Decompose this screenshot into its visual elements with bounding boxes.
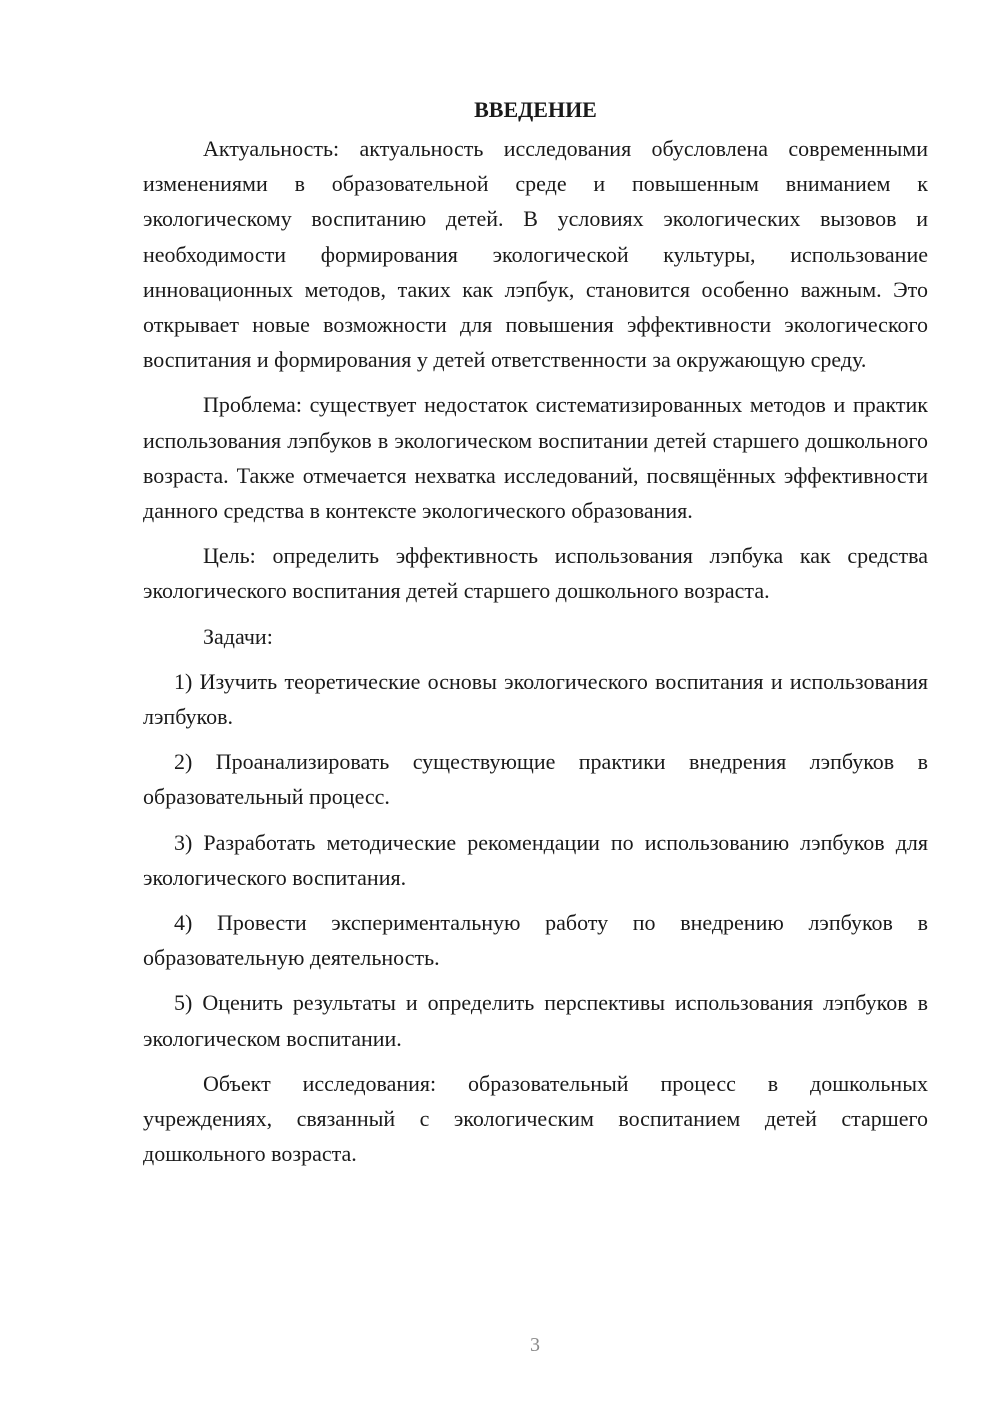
- document-page: [143, 92, 928, 1171]
- task-item-4: 4) Провести экспериментальную работу по внедрению лэпбуков в образовательную деятельность.: [143, 910, 928, 971]
- paragraph-object: Объект исследования: образовательный процесс в дошкольных учреждениях, связанный с экологическим воспитанием детей старшего дошкольного возраста.: [143, 1070, 928, 1167]
- task-item-3: 3) Разработать методические рекомендации по использованию лэпбуков для экологического воспитания.: [143, 829, 928, 890]
- task-item-2: 2) Проанализировать существующие практики внедрения лэпбуков в образовательный процесс.: [143, 749, 928, 810]
- paragraph-goal: Цель: определить эффективность использования лэпбука как средства экологического воспитания детей старшего дошкольного возраста.: [143, 543, 928, 604]
- page-number: 3: [530, 1334, 540, 1356]
- tasks-heading: Задачи:: [203, 623, 273, 649]
- paragraph-problem: Проблема: существует недостаток систематизированных методов и практик использования лэпбуков в экологическом воспитании детей старшего дошкольного возраста. Также отмечается нехватка исследований, посвящённых эффективности данного средства в контексте экологического образования.: [143, 392, 928, 524]
- task-item-1: 1) Изучить теоретические основы экологического воспитания и использования лэпбуков.: [143, 668, 928, 730]
- paragraph-relevance: Актуальность: актуальность исследования обусловлена современными изменениями в образовательной среде и повышенным вниманием к экологическому воспитанию детей. В условиях экологических вызовов и необходимости формирования экологической культуры, использование инновационных методов, таких как лэпбук, становится особенно важным. Это открывает новые возможности для повышения эффективности экологического воспитания и формирования у детей ответственности за окружающую среду.: [143, 136, 928, 373]
- task-item-5: 5) Оценить результаты и определить перспективы использования лэпбуков в экологическом воспитании.: [143, 990, 928, 1051]
- section-title: ВВЕДЕНИЕ: [474, 97, 597, 122]
